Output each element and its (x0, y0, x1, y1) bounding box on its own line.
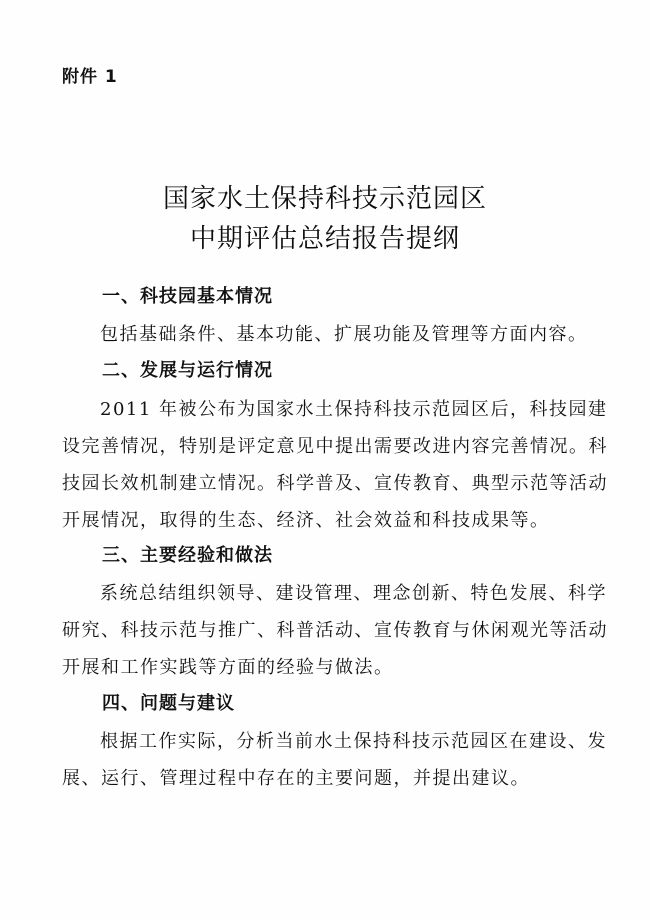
section-3-line-3: 开展和工作实践等方面的经验与做法。 (62, 657, 394, 678)
section-2-line-3: 技园长效机制建立情况。科学普及、宣传教育、典型示范等活动 (62, 473, 608, 494)
section-3-line-2: 研究、科技示范与推广、科普活动、宣传教育与休闲观光等活动 (62, 620, 608, 641)
document-title-line-1: 国家水土保持科技示范园区 (162, 184, 487, 214)
section-2-line-1: 2011 年被公布为国家水土保持科技示范园区后，科技园建 (100, 399, 608, 420)
section-2-line-2: 设完善情况，特别是评定意见中提出需要改进内容完善情况。科 (62, 436, 608, 457)
section-4-line-1: 根据工作实际，分析当前水土保持科技示范园区在建设、发 (100, 731, 607, 752)
document-title-line-2: 中期评估总结报告提纲 (189, 224, 460, 254)
section-heading-3: 三、主要经验和做法 (102, 545, 273, 566)
section-2-line-4: 开展情况，取得的生态、经济、社会效益和科技成果等。 (62, 510, 550, 531)
section-3-line-1: 系统总结组织领导、建设管理、理念创新、特色发展、科学 (100, 583, 607, 604)
section-heading-1: 一、科技园基本情况 (102, 286, 273, 307)
section-4-line-2: 展、运行、管理过程中存在的主要问题，并提出建议。 (62, 768, 530, 789)
section-1-line-1: 包括基础条件、基本功能、扩展功能及管理等方面内容。 (100, 324, 588, 345)
attachment-label: 附件 1 (62, 67, 118, 87)
section-heading-4: 四、问题与建议 (102, 693, 235, 714)
section-heading-2: 二、发展与运行情况 (102, 360, 273, 381)
